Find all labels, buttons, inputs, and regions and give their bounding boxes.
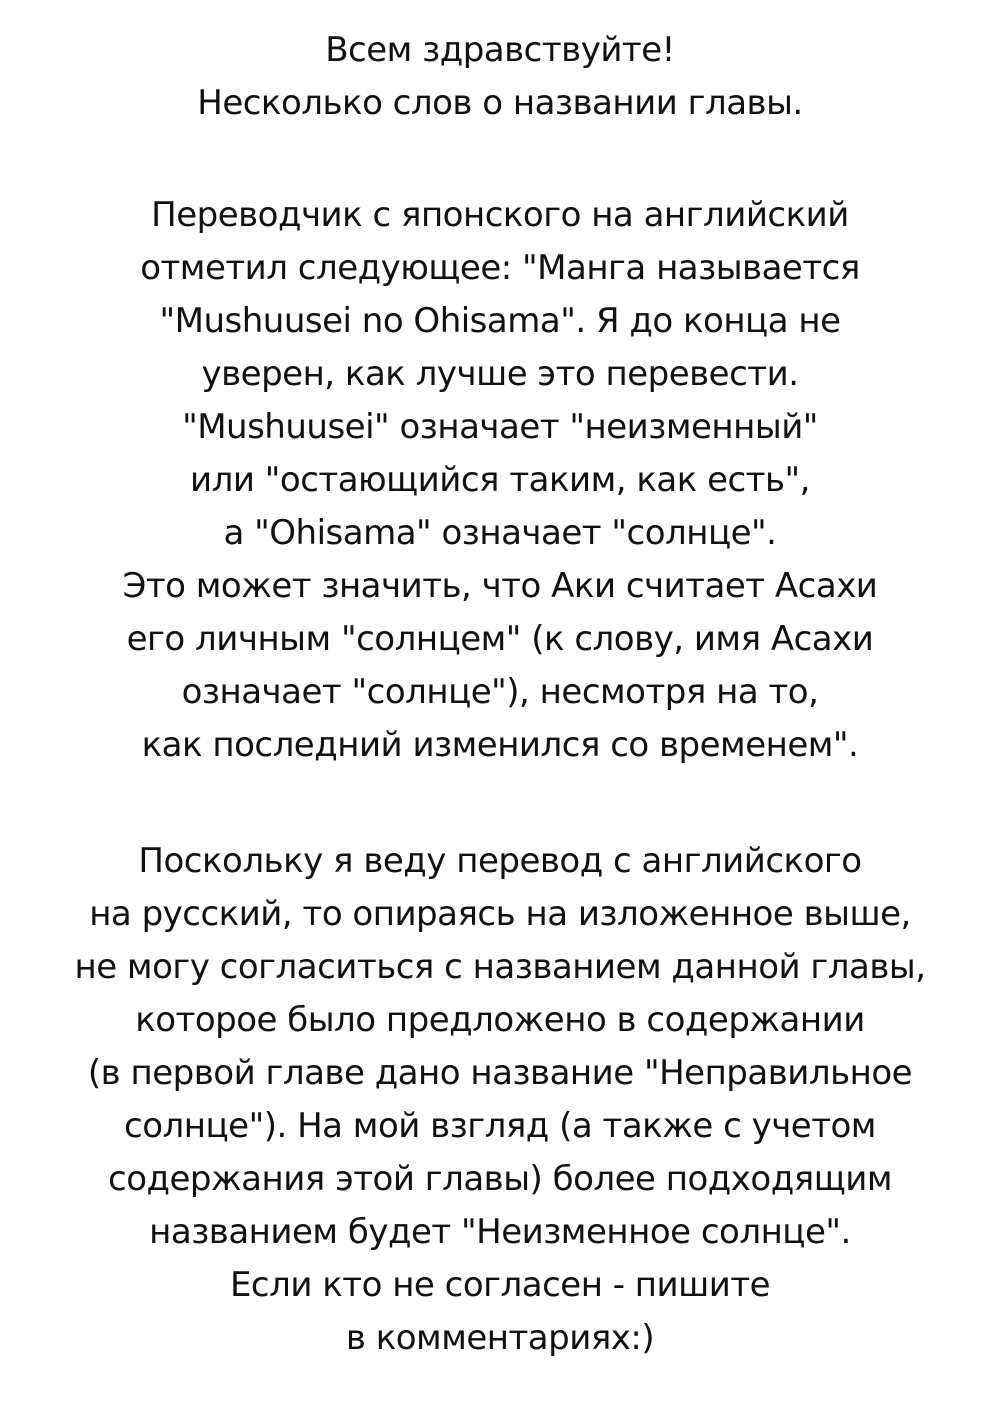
greeting-line: Всем здравствуйте! bbox=[325, 30, 675, 70]
paragraph-line: на русский, то опираясь на изложенное выше, bbox=[89, 894, 911, 934]
paragraph-title-opinion bbox=[40, 835, 960, 1365]
paragraph-line: солнце"). На мой взгляд (а также с учетом bbox=[124, 1106, 876, 1146]
paragraph-line: которое было предложено в содержании bbox=[135, 1000, 865, 1040]
paragraph-line: в комментариях:) bbox=[345, 1318, 655, 1358]
paragraph-line: уверен, как лучше это перевести. bbox=[201, 354, 799, 394]
paragraph-line: Если кто не согласен - пишите bbox=[229, 1265, 771, 1305]
paragraph-line: Это может значить, что Аки считает Асахи bbox=[122, 566, 878, 606]
paragraph-line: отметил следующее: "Манга называется bbox=[140, 248, 860, 288]
paragraph-line: его личным "солнцем" (к слову, имя Асахи bbox=[126, 619, 874, 659]
paragraph-line: Поскольку я веду перевод с английского bbox=[138, 841, 862, 881]
greeting-block bbox=[40, 24, 960, 130]
paragraph-line: "Mushuusei no Ohisama". Я до конца не bbox=[159, 301, 841, 341]
paragraph-translator-comment bbox=[40, 189, 960, 772]
paragraph-line: "Mushuusei" означает "неизменный" bbox=[182, 407, 818, 447]
paragraph-line: а "Ohisama" означает "солнце". bbox=[223, 513, 777, 553]
paragraph-line: содержания этой главы) более подходящим bbox=[108, 1159, 892, 1199]
paragraph-line: названием будет "Неизменное солнце". bbox=[149, 1212, 851, 1252]
paragraph-line: означает "солнце"), несмотря на то, bbox=[181, 672, 819, 712]
paragraph-line: не могу согласиться с названием данной главы, bbox=[74, 947, 926, 987]
greeting-line: Несколько слов о названии главы. bbox=[197, 83, 803, 123]
paragraph-line: или "остающийся таким, как есть", bbox=[190, 460, 810, 500]
paragraph-line: (в первой главе дано название "Неправильное bbox=[87, 1053, 913, 1093]
paragraph-line: Переводчик с японского на английский bbox=[151, 195, 849, 235]
paragraph-line: как последний изменился со временем". bbox=[141, 725, 859, 765]
